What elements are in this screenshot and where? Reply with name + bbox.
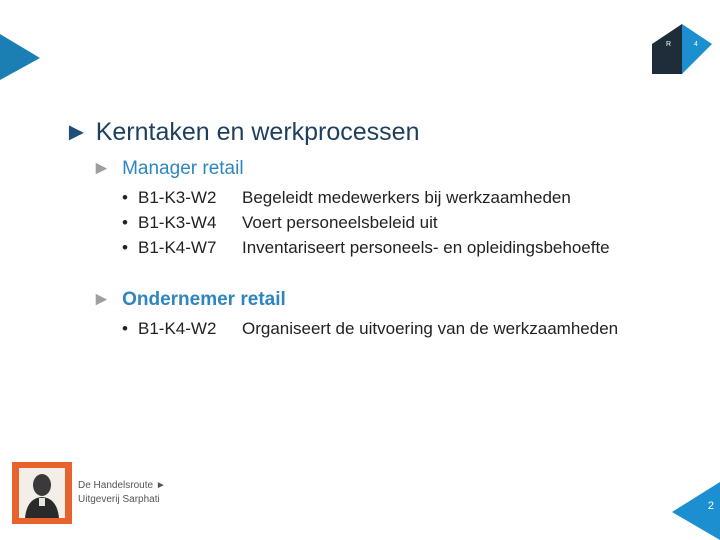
process-code: B1-K4-W2 <box>138 318 217 338</box>
list-item <box>122 185 610 210</box>
section-heading-ondernemer <box>92 289 286 311</box>
section-heading-text: Ondernemer retail <box>122 289 286 310</box>
list-item <box>122 210 610 235</box>
logo-line-2: Uitgeverij Sarphati <box>78 494 160 505</box>
process-text: Voert personeelsbeleid uit <box>242 212 438 232</box>
title-text: Kerntaken en werkprocessen <box>95 118 420 146</box>
bullet-dot: • <box>122 237 128 257</box>
bullet-dot: • <box>122 212 128 232</box>
corner-badge <box>652 22 712 79</box>
badge-number: 4 <box>694 41 698 48</box>
bullet-list-manager <box>122 185 610 260</box>
list-item <box>122 316 618 341</box>
bullet-dot: • <box>122 318 128 338</box>
process-text: Organiseert de uitvoering van de werkzaamheden <box>242 318 619 338</box>
slide-number: 2 <box>707 500 714 512</box>
publisher-logo <box>12 462 166 524</box>
process-code: B1-K3-W2 <box>138 187 217 207</box>
logo-line-1: De Handelsroute ► <box>78 480 166 491</box>
portrait-icon <box>12 462 72 524</box>
process-text: Begeleidt medewerkers bij werkzaamheden <box>242 187 571 207</box>
list-item <box>122 235 610 260</box>
process-code: B1-K3-W4 <box>138 212 217 232</box>
slide-title <box>64 118 420 147</box>
process-text: Inventariseert personeels- en opleidingsbehoefte <box>242 237 610 257</box>
bullet-list-ondernemer <box>122 316 618 341</box>
badge-letter: R <box>666 41 672 48</box>
corner-triangle-decoration <box>0 0 42 80</box>
title-arrow-icon: ► <box>64 118 89 146</box>
section-arrow-icon: ► <box>92 158 111 179</box>
bullet-dot: • <box>122 187 128 207</box>
section-heading-text: Manager retail <box>122 158 244 179</box>
process-code: B1-K4-W7 <box>138 237 217 257</box>
section-heading-manager <box>92 158 244 180</box>
section-arrow-icon: ► <box>92 289 111 310</box>
